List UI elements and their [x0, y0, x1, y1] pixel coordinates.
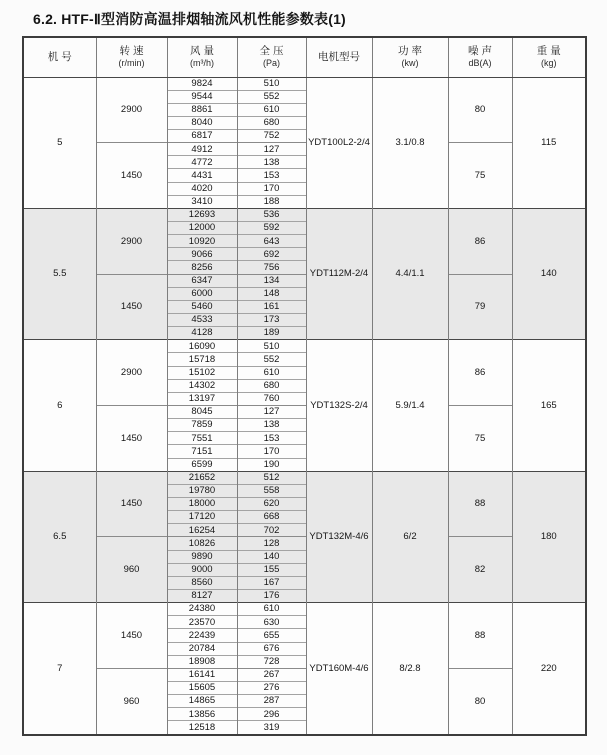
noise-value: 79: [448, 274, 512, 340]
power-value: 5.9/1.4: [372, 340, 448, 471]
air-volume-value: 9890: [167, 550, 237, 563]
air-volume-value: 4020: [167, 182, 237, 195]
pressure-value: 680: [237, 116, 306, 129]
pressure-value: 161: [237, 300, 306, 313]
pressure-value: 188: [237, 195, 306, 208]
power-value: 6/2: [372, 471, 448, 602]
page-title: 6.2. HTF-Ⅱ型消防高温排烟轴流风机性能参数表(1): [33, 11, 346, 27]
table-row: [23, 406, 586, 419]
air-volume-value: 19780: [167, 484, 237, 497]
pressure-value: 127: [237, 143, 306, 156]
air-volume-value: 15605: [167, 681, 237, 694]
air-volume-value: 4912: [167, 143, 237, 156]
pressure-value: 630: [237, 616, 306, 629]
air-volume-value: 9824: [167, 77, 237, 90]
table-header: [23, 37, 586, 77]
pressure-value: 138: [237, 419, 306, 432]
noise-value: 75: [448, 406, 512, 472]
air-volume-value: 16090: [167, 340, 237, 353]
pressure-value: 552: [237, 353, 306, 366]
header-motor-model: 电机型号: [306, 37, 372, 77]
header-air-volume: 风 量 (m³/h): [167, 37, 237, 77]
header-total-pressure: 全 压 (Pa): [237, 37, 306, 77]
pressure-value: 155: [237, 563, 306, 576]
air-volume-value: 20784: [167, 642, 237, 655]
air-volume-value: 6817: [167, 130, 237, 143]
air-volume-value: 17120: [167, 511, 237, 524]
air-volume-value: 8045: [167, 406, 237, 419]
air-volume-value: 8040: [167, 116, 237, 129]
pressure-value: 134: [237, 274, 306, 287]
speed-value: 1450: [96, 603, 167, 669]
air-volume-value: 23570: [167, 616, 237, 629]
motor-model-value: YDT100L2-2/4: [306, 77, 372, 208]
air-volume-value: 9066: [167, 248, 237, 261]
power-value: 4.4/1.1: [372, 208, 448, 339]
air-volume-value: 8861: [167, 103, 237, 116]
table-row: [23, 603, 586, 616]
air-volume-value: 4772: [167, 156, 237, 169]
speed-value: 960: [96, 537, 167, 603]
pressure-value: 536: [237, 208, 306, 221]
pressure-value: 702: [237, 524, 306, 537]
air-volume-value: 6000: [167, 287, 237, 300]
air-volume-value: 10920: [167, 235, 237, 248]
air-volume-value: 4533: [167, 314, 237, 327]
air-volume-value: 16254: [167, 524, 237, 537]
machine-number: 6.5: [23, 471, 96, 602]
air-volume-value: 9000: [167, 563, 237, 576]
air-volume-value: 6347: [167, 274, 237, 287]
fan-table-body: [23, 77, 586, 735]
pressure-value: 153: [237, 432, 306, 445]
speed-value: 1450: [96, 143, 167, 209]
air-volume-value: 24380: [167, 603, 237, 616]
pressure-value: 728: [237, 655, 306, 668]
pressure-value: 668: [237, 511, 306, 524]
air-volume-value: 8560: [167, 576, 237, 589]
table-row: [23, 143, 586, 156]
pressure-value: 610: [237, 366, 306, 379]
speed-value: 1450: [96, 406, 167, 472]
pressure-value: 610: [237, 103, 306, 116]
pressure-value: 552: [237, 90, 306, 103]
power-value: 3.1/0.8: [372, 77, 448, 208]
air-volume-value: 7151: [167, 445, 237, 458]
noise-value: 75: [448, 143, 512, 209]
air-volume-value: 21652: [167, 471, 237, 484]
air-volume-value: 3410: [167, 195, 237, 208]
header-speed: 转 速 (r/min): [96, 37, 167, 77]
motor-model-value: YDT160M-4/6: [306, 603, 372, 735]
pressure-value: 319: [237, 721, 306, 735]
motor-model-value: YDT132M-4/6: [306, 471, 372, 602]
pressure-value: 680: [237, 379, 306, 392]
speed-value: 960: [96, 668, 167, 735]
noise-value: 88: [448, 471, 512, 537]
air-volume-value: 12693: [167, 208, 237, 221]
power-value: 8/2.8: [372, 603, 448, 735]
pressure-value: 140: [237, 550, 306, 563]
weight-value: 220: [512, 603, 586, 735]
pressure-value: 276: [237, 681, 306, 694]
pressure-value: 128: [237, 537, 306, 550]
air-volume-value: 7859: [167, 419, 237, 432]
header-noise: 噪 声 dB(A): [448, 37, 512, 77]
air-volume-value: 4431: [167, 169, 237, 182]
weight-value: 115: [512, 77, 586, 208]
machine-number: 6: [23, 340, 96, 471]
weight-value: 140: [512, 208, 586, 339]
noise-value: 86: [448, 208, 512, 274]
pressure-value: 655: [237, 629, 306, 642]
noise-value: 88: [448, 603, 512, 669]
air-volume-value: 9544: [167, 90, 237, 103]
pressure-value: 173: [237, 314, 306, 327]
pressure-value: 190: [237, 458, 306, 471]
noise-value: 80: [448, 668, 512, 735]
pressure-value: 176: [237, 589, 306, 602]
pressure-value: 170: [237, 445, 306, 458]
speed-value: 2900: [96, 340, 167, 406]
pressure-value: 692: [237, 248, 306, 261]
motor-model-value: YDT132S-2/4: [306, 340, 372, 471]
pressure-value: 643: [237, 235, 306, 248]
air-volume-value: 12000: [167, 222, 237, 235]
air-volume-value: 10826: [167, 537, 237, 550]
weight-value: 180: [512, 471, 586, 602]
table-row: [23, 274, 586, 287]
air-volume-value: 22439: [167, 629, 237, 642]
machine-number: 5.5: [23, 208, 96, 339]
air-volume-value: 16141: [167, 668, 237, 681]
header-machine-no: 机 号: [23, 37, 96, 77]
pressure-value: 267: [237, 668, 306, 681]
air-volume-value: 7551: [167, 432, 237, 445]
machine-number: 5: [23, 77, 96, 208]
air-volume-value: 18000: [167, 498, 237, 511]
pressure-value: 287: [237, 695, 306, 708]
pressure-value: 756: [237, 261, 306, 274]
speed-value: 1450: [96, 471, 167, 537]
air-volume-value: 8256: [167, 261, 237, 274]
pressure-value: 170: [237, 182, 306, 195]
pressure-value: 610: [237, 603, 306, 616]
noise-value: 80: [448, 77, 512, 143]
air-volume-value: 15718: [167, 353, 237, 366]
fan-performance-table: [22, 36, 587, 736]
pressure-value: 296: [237, 708, 306, 721]
air-volume-value: 15102: [167, 366, 237, 379]
air-volume-value: 6599: [167, 458, 237, 471]
air-volume-value: 5460: [167, 300, 237, 313]
header-weight: 重 量 (kg): [512, 37, 586, 77]
air-volume-value: 13197: [167, 392, 237, 405]
pressure-value: 592: [237, 222, 306, 235]
table-row: [23, 471, 586, 484]
air-volume-value: 8127: [167, 589, 237, 602]
pressure-value: 189: [237, 327, 306, 340]
table-row: [23, 340, 586, 353]
air-volume-value: 12518: [167, 721, 237, 735]
pressure-value: 760: [237, 392, 306, 405]
pressure-value: 153: [237, 169, 306, 182]
pressure-value: 167: [237, 576, 306, 589]
noise-value: 82: [448, 537, 512, 603]
air-volume-value: 4128: [167, 327, 237, 340]
speed-value: 2900: [96, 208, 167, 274]
speed-value: 2900: [96, 77, 167, 143]
air-volume-value: 18908: [167, 655, 237, 668]
pressure-value: 148: [237, 287, 306, 300]
table-row: [23, 668, 586, 681]
table-row: [23, 77, 586, 90]
table-row: [23, 537, 586, 550]
table-row: [23, 208, 586, 221]
weight-value: 165: [512, 340, 586, 471]
pressure-value: 512: [237, 471, 306, 484]
header-power: 功 率 (kw): [372, 37, 448, 77]
pressure-value: 510: [237, 340, 306, 353]
air-volume-value: 14302: [167, 379, 237, 392]
pressure-value: 138: [237, 156, 306, 169]
noise-value: 86: [448, 340, 512, 406]
motor-model-value: YDT112M-2/4: [306, 208, 372, 339]
speed-value: 1450: [96, 274, 167, 340]
machine-number: 7: [23, 603, 96, 735]
pressure-value: 676: [237, 642, 306, 655]
pressure-value: 752: [237, 130, 306, 143]
pressure-value: 558: [237, 484, 306, 497]
pressure-value: 620: [237, 498, 306, 511]
air-volume-value: 13856: [167, 708, 237, 721]
pressure-value: 127: [237, 406, 306, 419]
air-volume-value: 14865: [167, 695, 237, 708]
pressure-value: 510: [237, 77, 306, 90]
